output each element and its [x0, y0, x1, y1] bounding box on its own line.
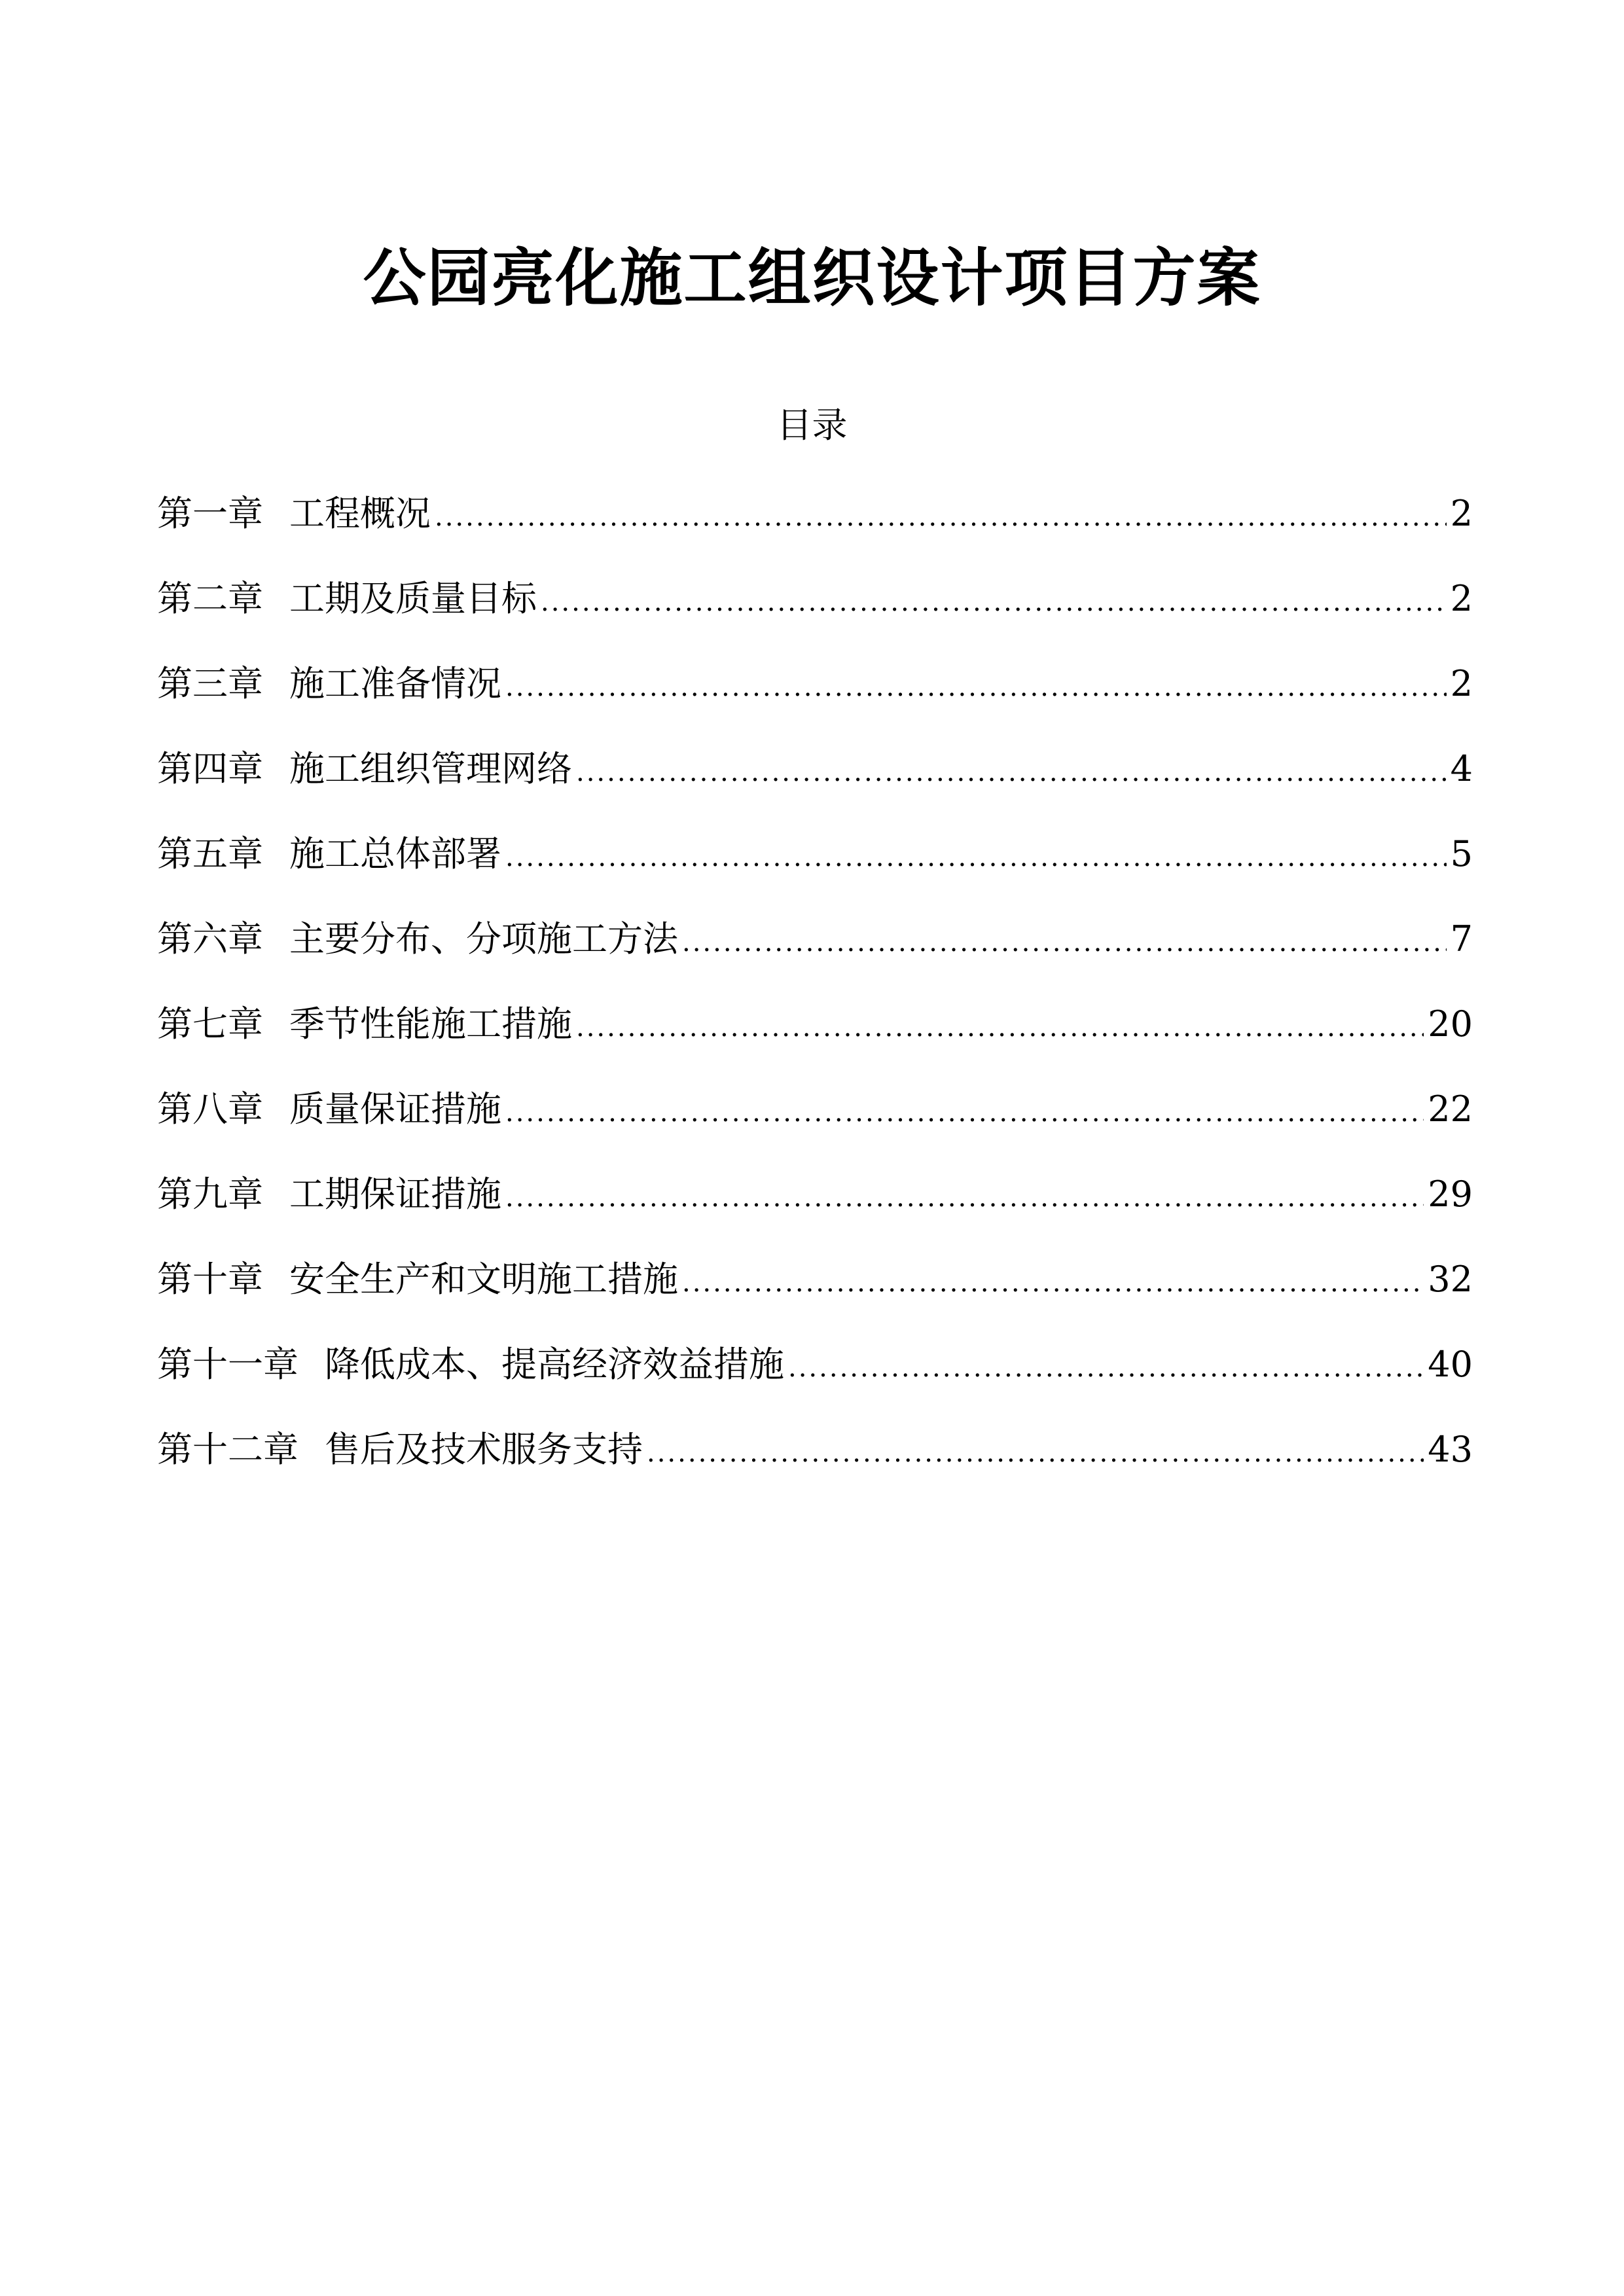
toc-page-number: 20 [1428, 1003, 1473, 1045]
toc-entry-12[interactable] [157, 1424, 1473, 1509]
toc-entry-9[interactable] [157, 1168, 1473, 1253]
toc-leader-dots [788, 1342, 1424, 1394]
toc-entry-10[interactable] [157, 1253, 1473, 1338]
toc-chapter: 第七章 [157, 1003, 263, 1045]
table-of-contents [157, 488, 1473, 1509]
toc-leader-dots [576, 1001, 1424, 1054]
toc-chapter: 第一章 [157, 493, 263, 534]
toc-chapter: 第十一章 [157, 1344, 298, 1385]
toc-page-number: 22 [1428, 1088, 1473, 1130]
toc-heading: 目录 [776, 404, 848, 446]
toc-title: 降低成本、提高经济效益措施 [325, 1344, 784, 1385]
toc-chapter: 第四章 [157, 748, 263, 789]
toc-page-number: 4 [1450, 748, 1473, 789]
document-title: 公园亮化施工组织设计项目方案 [363, 242, 1261, 315]
toc-chapter: 第十二章 [157, 1429, 298, 1470]
toc-title: 安全生产和文明施工措施 [289, 1259, 678, 1300]
toc-entry-5[interactable] [157, 828, 1473, 913]
toc-entry-7[interactable] [157, 998, 1473, 1083]
toc-title: 工期及质量目标 [289, 578, 537, 619]
toc-leader-dots [682, 1257, 1424, 1309]
toc-page-number: 32 [1428, 1259, 1473, 1300]
toc-title: 施工总体部署 [289, 833, 501, 874]
toc-leader-dots [505, 831, 1447, 884]
toc-page-number: 2 [1450, 578, 1473, 619]
toc-leader-dots [505, 1172, 1424, 1224]
toc-chapter: 第六章 [157, 918, 263, 960]
toc-leader-dots [541, 576, 1447, 628]
toc-entry-11[interactable] [157, 1338, 1473, 1424]
toc-entry-1[interactable] [157, 488, 1473, 573]
toc-chapter: 第九章 [157, 1174, 263, 1215]
toc-leader-dots [647, 1427, 1424, 1479]
toc-chapter: 第八章 [157, 1088, 263, 1130]
toc-page-number: 2 [1450, 663, 1473, 704]
toc-title: 季节性能施工措施 [289, 1003, 572, 1045]
toc-leader-dots [505, 1086, 1424, 1139]
toc-title: 工期保证措施 [289, 1174, 501, 1215]
toc-page-number: 5 [1450, 833, 1473, 874]
toc-leader-dots [576, 746, 1447, 798]
toc-entry-4[interactable] [157, 743, 1473, 828]
toc-title: 售后及技术服务支持 [325, 1429, 643, 1470]
toc-title: 工程概况 [289, 493, 431, 534]
toc-page-number: 7 [1450, 918, 1473, 960]
toc-title: 施工组织管理网络 [289, 748, 572, 789]
toc-page-number: 29 [1428, 1174, 1473, 1215]
toc-page-number: 2 [1450, 493, 1473, 534]
toc-title: 主要分布、分项施工方法 [289, 918, 678, 960]
toc-leader-dots [505, 661, 1447, 713]
toc-leader-dots [435, 491, 1447, 543]
toc-page-number: 43 [1428, 1429, 1473, 1470]
toc-chapter: 第二章 [157, 578, 263, 619]
toc-leader-dots [682, 916, 1447, 969]
toc-chapter: 第三章 [157, 663, 263, 704]
toc-entry-2[interactable] [157, 573, 1473, 658]
toc-entry-6[interactable] [157, 913, 1473, 998]
toc-title: 质量保证措施 [289, 1088, 501, 1130]
toc-entry-8[interactable] [157, 1083, 1473, 1168]
toc-chapter: 第十章 [157, 1259, 263, 1300]
toc-entry-3[interactable] [157, 658, 1473, 743]
toc-page-number: 40 [1428, 1344, 1473, 1385]
toc-chapter: 第五章 [157, 833, 263, 874]
toc-title: 施工准备情况 [289, 663, 501, 704]
